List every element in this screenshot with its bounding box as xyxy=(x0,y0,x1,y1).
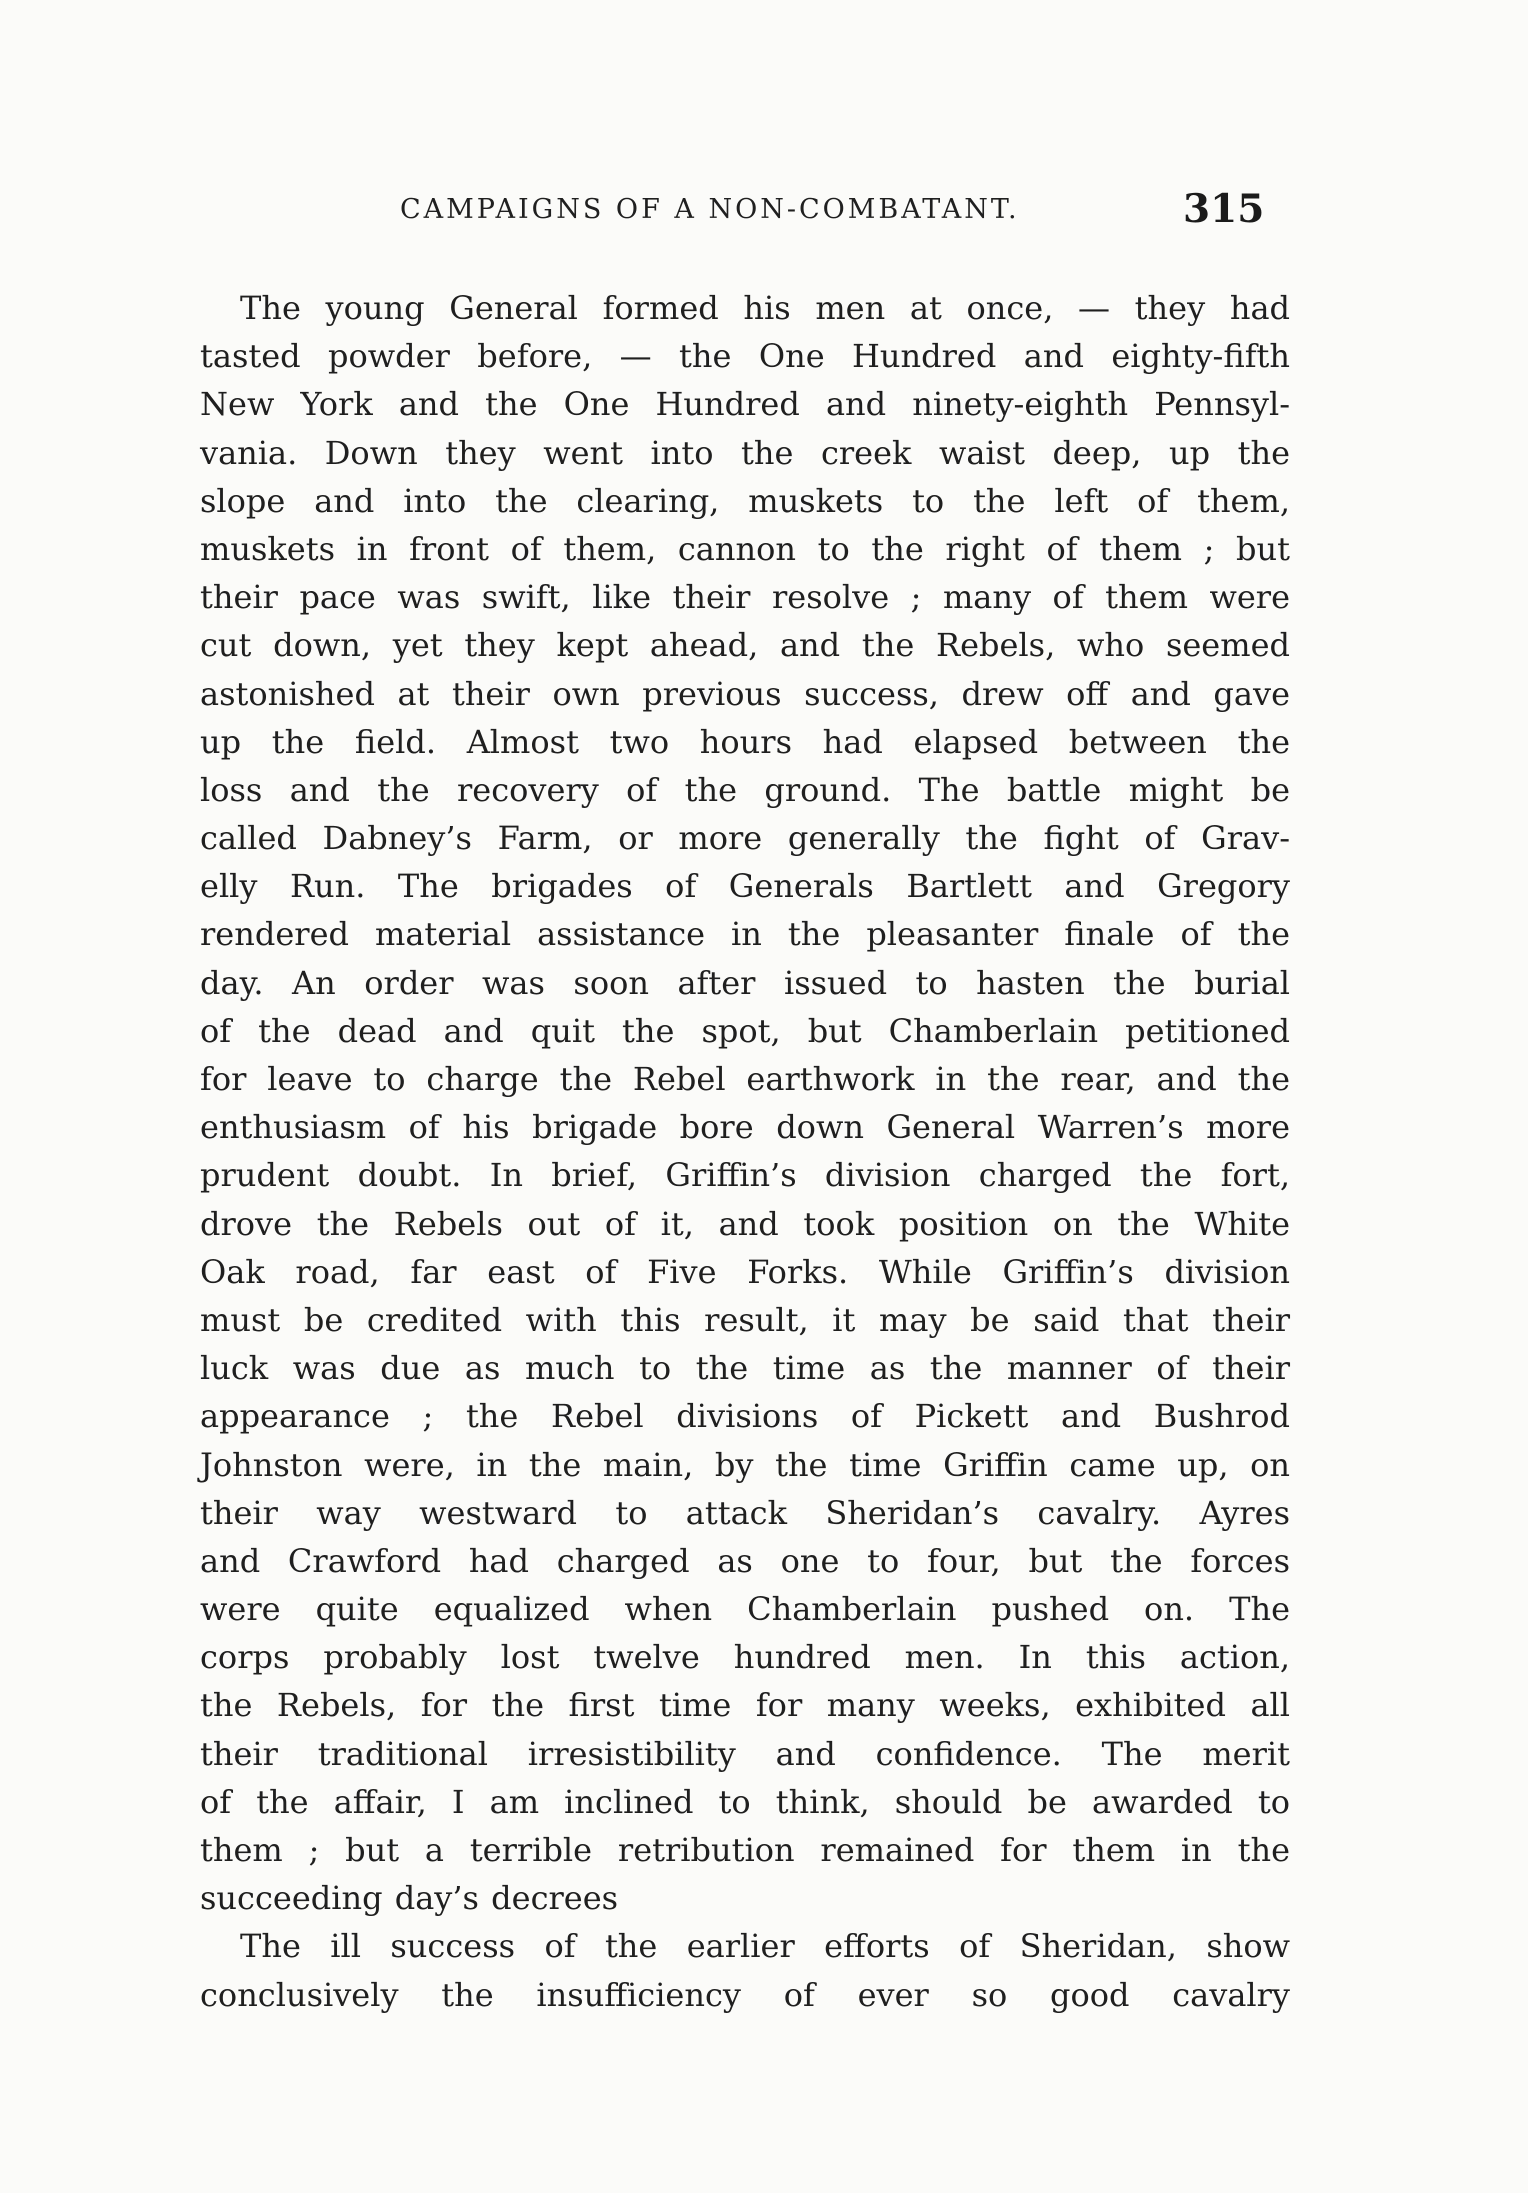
text-line: must be credited with this result, it may be said that their xyxy=(200,1300,1290,1339)
text-line: were quite equalized when Chamberlain pushed on. The xyxy=(200,1590,1290,1629)
paragraph-2 xyxy=(200,1922,1290,2018)
text-line: Oak road, far east of Five Forks. While Griffin’s division xyxy=(200,1252,1290,1291)
running-title: CAMPAIGNS OF A NON-COMBATANT. xyxy=(400,194,1020,225)
text-line: The ill success of the earlier efforts of Sheridan, show xyxy=(240,1927,1290,1966)
text-line: vania. Down they went into the creek waist deep, up the xyxy=(200,433,1290,472)
text-line: enthusiasm of his brigade bore down General Warren’s more xyxy=(200,1108,1290,1147)
text-line: luck was due as much to the time as the manner of their xyxy=(200,1349,1290,1388)
text-line: prudent doubt. In brief, Griffin’s division charged the fort, xyxy=(200,1156,1290,1195)
text-line: cut down, yet they kept ahead, and the Rebels, who seemed xyxy=(200,626,1290,665)
text-line: their way westward to attack Sheridan’s cavalry. Ayres xyxy=(200,1493,1290,1532)
text-line: Johnston were, in the main, by the time Griffin came up, on xyxy=(200,1445,1290,1484)
text-line: for leave to charge the Rebel earthwork in the rear, and the xyxy=(200,1060,1290,1098)
text-line: and Crawford had charged as one to four, but the forces xyxy=(200,1541,1290,1580)
body-text xyxy=(200,284,1290,2019)
text-line: corps probably lost twelve hundred men. In this action, xyxy=(200,1638,1290,1677)
text-line: called Dabney’s Farm, or more generally the fight of Grav- xyxy=(200,819,1290,858)
text-line: appearance ; the Rebel divisions of Pickett and Bushrod xyxy=(200,1397,1290,1436)
paragraph-1 xyxy=(200,284,1290,1922)
text-line: muskets in front of them, cannon to the right of them ; but xyxy=(200,529,1290,568)
page-number: 315 xyxy=(1183,186,1265,232)
text-line: tasted powder before, — the One Hundred and eighty-fifth xyxy=(200,337,1290,376)
text-line: The young General formed his men at once, — they had xyxy=(240,289,1290,327)
text-line: succeeding day’s decrees xyxy=(200,1879,619,1918)
text-line: day. An order was soon after issued to hasten the burial xyxy=(200,963,1290,1002)
text-line: elly Run. The brigades of Generals Bartlett and Gregory xyxy=(200,867,1290,906)
text-line: their pace was swift, like their resolve ; many of them were xyxy=(200,578,1290,617)
text-line: rendered material assistance in the pleasanter finale of the xyxy=(200,915,1290,954)
text-line: the Rebels, for the first time for many weeks, exhibited all xyxy=(200,1686,1290,1725)
text-line: loss and the recovery of the ground. The battle might be xyxy=(200,770,1290,809)
text-line: astonished at their own previous success, drew off and gave xyxy=(200,674,1290,713)
text-line: conclusively the insufficiency of ever so good cavalry xyxy=(200,1975,1290,2014)
text-line: their traditional irresistibility and confidence. The merit xyxy=(200,1734,1290,1773)
text-line: drove the Rebels out of it, and took position on the White xyxy=(200,1204,1290,1243)
text-line: slope and into the clearing, muskets to the left of them, xyxy=(200,481,1290,520)
text-line: them ; but a terrible retribution remained for them in the xyxy=(200,1831,1290,1869)
text-line: New York and the One Hundred and ninety-eighth Pennsyl- xyxy=(200,385,1290,424)
text-line: of the affair, I am inclined to think, should be awarded to xyxy=(200,1782,1290,1821)
running-head xyxy=(0,186,1528,236)
text-line: of the dead and quit the spot, but Chamberlain petitioned xyxy=(200,1011,1290,1050)
text-line: up the field. Almost two hours had elapsed between the xyxy=(200,722,1290,761)
